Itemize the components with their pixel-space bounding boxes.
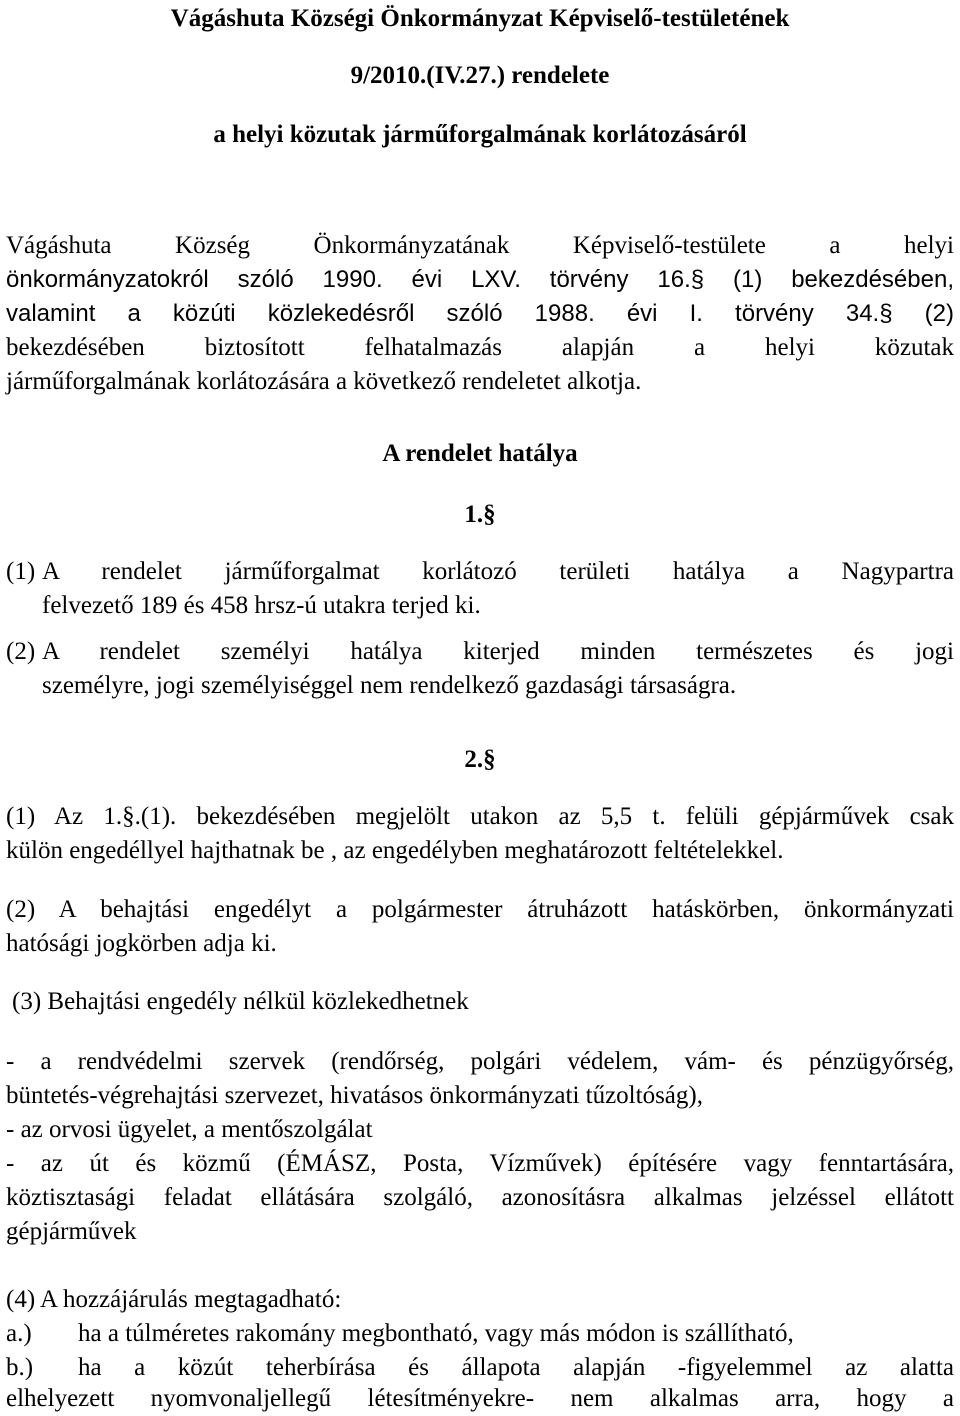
paragraph-line: elhelyezett nyomvonaljellegű létesítményekre- nem alkalmas arra, hogy a [6, 1385, 954, 1412]
paragraph-line: (4) A hozzájárulás megtagadható: [6, 1286, 342, 1313]
preamble-line: járműforgalmának korlátozására a következő rendeletet alkotja. [6, 368, 642, 395]
list-item-b [6, 1351, 954, 1385]
section-title: A rendelet hatálya [382, 440, 578, 467]
paragraph-1-1 [6, 555, 954, 623]
preamble-line: önkormányzatokról szóló 1990. évi LXV. törvény 16.§ (1) bekezdésében, [6, 266, 954, 293]
paragraph-number: (2) [6, 638, 36, 665]
section-number-1: 1.§ [464, 501, 496, 528]
paragraph-line: (1) Az 1.§.(1). bekezdésében megjelölt utakon az 5,5 t. felüli gépjárművek csak [6, 803, 954, 830]
list-text: ha a közút teherbírása és állapota alapján -figyelemmel az alatta [78, 1354, 954, 1381]
document-issuer: Vágáshuta Községi Önkormányzat Képviselő-testületének [170, 5, 790, 32]
list-label: b.) [6, 1354, 34, 1381]
paragraph-line: (3) Behajtási engedély nélkül közlekedhetnek [12, 988, 469, 1015]
list-item-a [6, 1317, 954, 1351]
exempt-line: gépjárművek [6, 1218, 137, 1245]
paragraph-line: hatósági jogkörben adja ki. [6, 930, 277, 957]
paragraph-line: felvezető 189 és 458 hrsz-ú utakra terjed ki. [42, 592, 481, 619]
exempt-line: - a rendvédelmi szervek (rendőrség, polgári védelem, vám- és pénzügyőrség, [6, 1048, 954, 1075]
paragraph-number: (1) [6, 558, 36, 585]
exempt-line: büntetés-végrehajtási szervezet, hivatásos önkormányzati tűzoltóság), [6, 1082, 703, 1109]
exempt-line: köztisztasági feladat ellátására szolgáló, azonosításra alkalmas jelzéssel ellátott [6, 1184, 954, 1211]
paragraph-line: személyre, jogi személyiséggel nem rendelkező gazdasági társaságra. [42, 672, 737, 699]
paragraph-line: A rendelet személyi hatálya kiterjed minden természetes és jogi [42, 638, 954, 665]
list-text: ha a túlméretes rakomány megbontható, vagy más módon is szállítható, [78, 1320, 794, 1347]
preamble-line: bekezdésében biztosított felhatalmazás alapján a helyi közutak [6, 334, 954, 361]
paragraph-line: A rendelet járműforgalmat korlátozó területi hatálya a Nagypartra [42, 558, 954, 585]
paragraph-line: külön engedéllyel hajthatnak be , az engedélyben meghatározott feltételekkel. [6, 837, 784, 864]
paragraph-line: (2) A behajtási engedélyt a polgármester átruházott hatáskörben, önkormányzati [6, 896, 954, 923]
preamble-line: Vágáshuta Község Önkormányzatának Képviselő-testülete a helyi [6, 232, 954, 259]
preamble-line: valamint a közúti közlekedésről szóló 1988. évi I. törvény 34.§ (2) [6, 300, 954, 327]
decree-title: a helyi közutak járműforgalmának korlátozásáról [213, 121, 747, 148]
paragraph-1-2 [6, 635, 954, 703]
section-number-2: 2.§ [464, 746, 496, 773]
exempt-line: - az út és közmű (ÉMÁSZ, Posta, Vízművek) építésére vagy fenntartására, [6, 1150, 954, 1177]
decree-number: 9/2010.(IV.27.) rendelete [350, 62, 610, 89]
exempt-line: - az orvosi ügyelet, a mentőszolgálat [6, 1116, 373, 1143]
list-label: a.) [6, 1320, 32, 1347]
